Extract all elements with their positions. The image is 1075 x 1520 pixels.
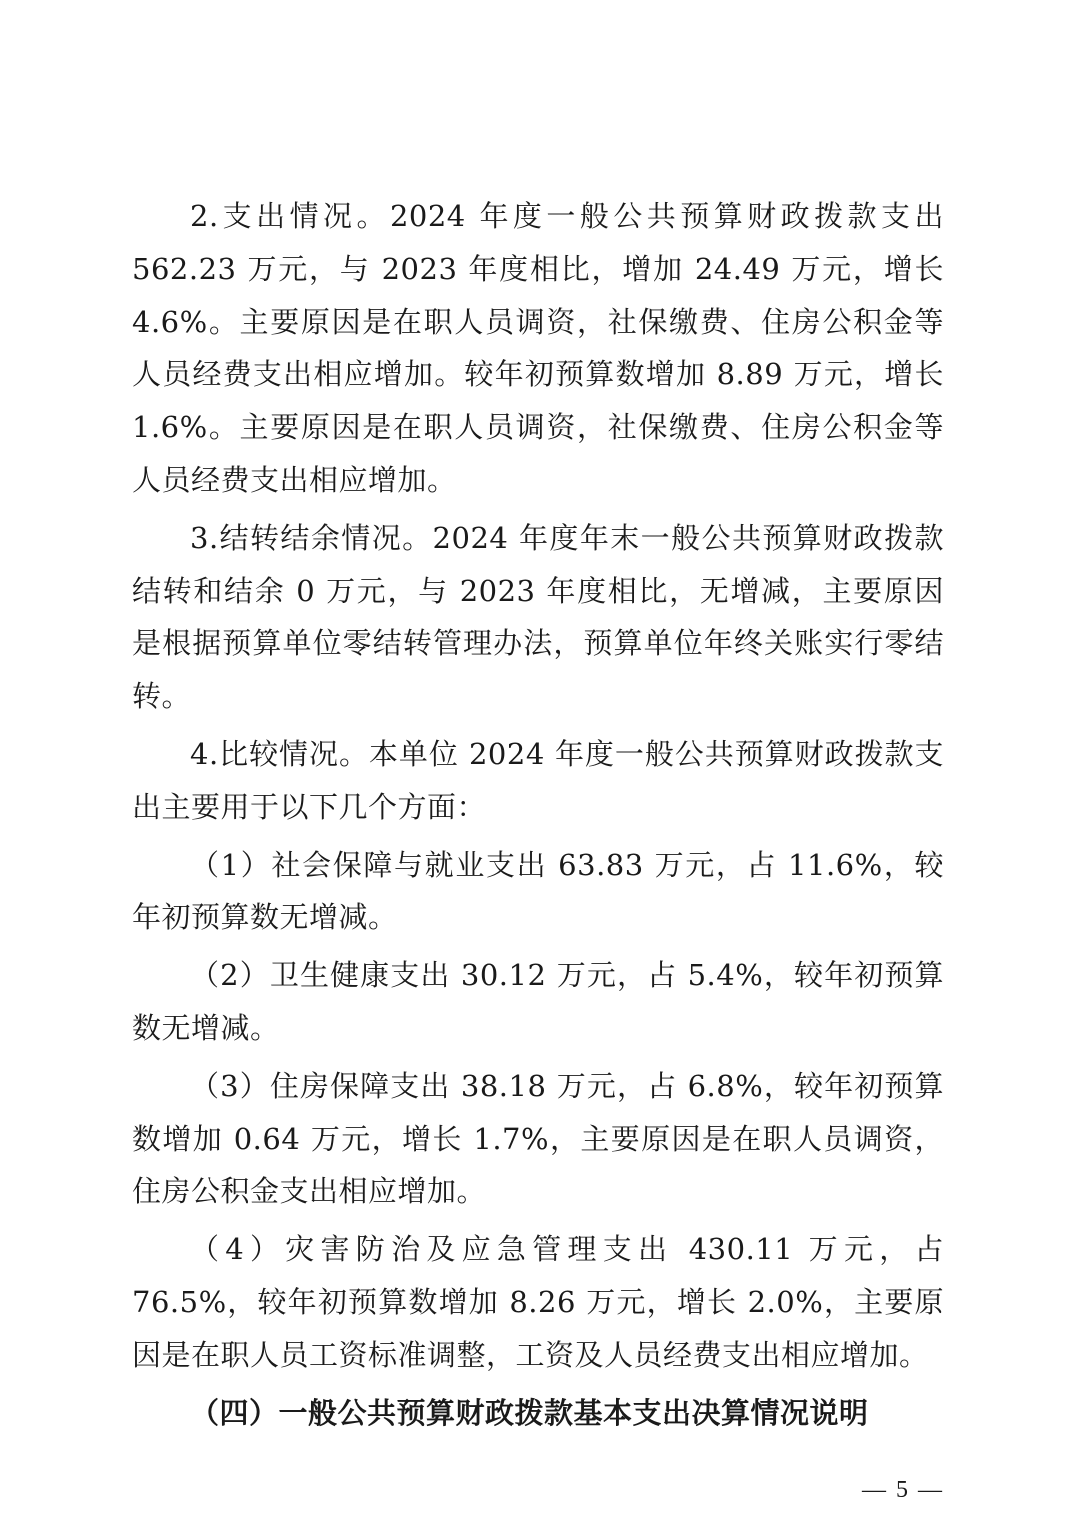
paragraph-item-1: （1）社会保障与就业支出 63.83 万元，占 11.6%，较年初预算数无增减。	[132, 847, 944, 935]
paragraph-expenditure: 2.支出情况。2024 年度一般公共预算财政拨款支出 562.23 万元，与 2023 年度相比，增加 24.49 万元，增长 4.6%。主要原因是在职人员调资，社保缴费、住房公积金等人员经费支出相应增加。较年初预算数增加 8.89 万元，增长 1.6%。主要原因是在职人员调资，社保缴费、住房公积金等人员经费支出相应增加。	[132, 199, 944, 497]
page-number: — 5 —	[862, 1477, 944, 1503]
paragraph-item-4: （4）灾害防治及应急管理支出 430.11 万元，占 76.5%，较年初预算数增加 8.26 万元，增长 2.0%，主要原因是在职人员工资标准调整，工资及人员经费支出相应增加。	[132, 1232, 944, 1372]
paragraph-item-2: （2）卫生健康支出 30.12 万元，占 5.4%，较年初预算数无增减。	[132, 958, 944, 1045]
document-body	[132, 190, 944, 1439]
paragraph-comparison: 4.比较情况。本单位 2024 年度一般公共预算财政拨款支出主要用于以下几个方面：	[132, 736, 944, 824]
section-heading: （四）一般公共预算财政拨款基本支出决算情况说明	[190, 1395, 869, 1430]
paragraph-carryover: 3.结转结余情况。2024 年度年末一般公共预算财政拨款结转和结余 0 万元，与 2023 年度相比，无增减，主要原因是根据预算单位零结转管理办法，预算单位年终关账实行零结转。	[132, 520, 944, 714]
paragraph-item-3: （3）住房保障支出 38.18 万元，占 6.8%，较年初预算数增加 0.64 万元，增长 1.7%，主要原因是在职人员调资，住房公积金支出相应增加。	[132, 1068, 944, 1209]
